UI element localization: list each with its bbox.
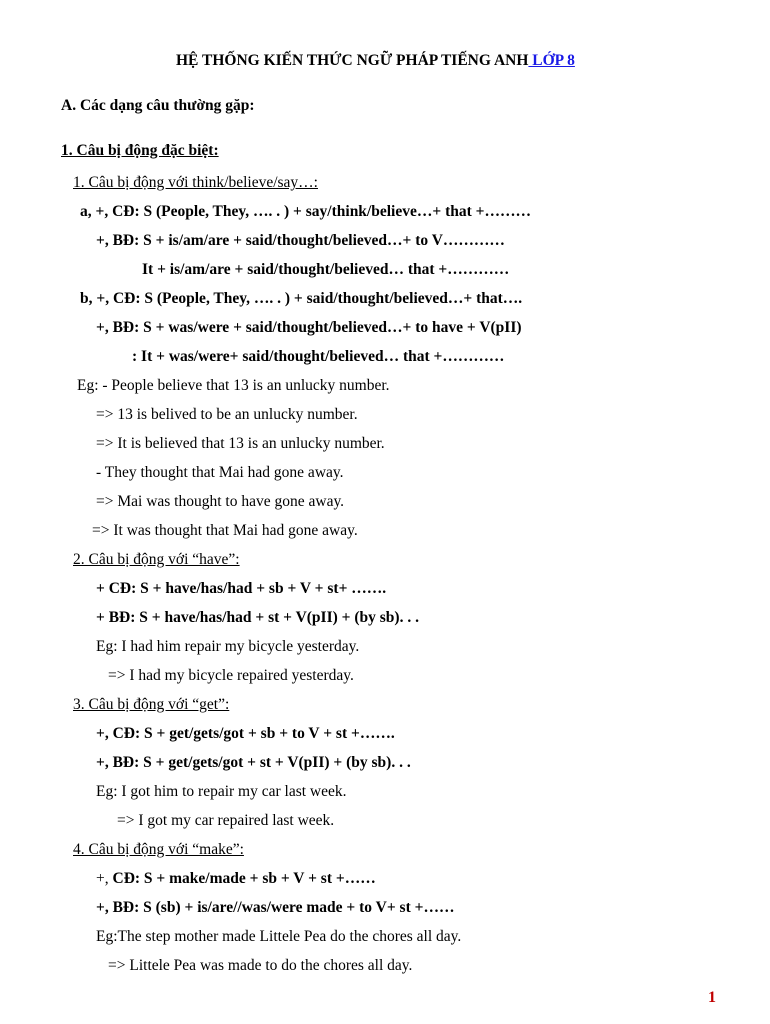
- example-1-line-2: => 13 is belived to be an unlucky number.: [96, 406, 358, 423]
- formula-1b-passive: +, BĐ: S + was/were + said/thought/believed…+ to have + V(pII): [96, 319, 522, 336]
- formula-1a-active: a, +, CĐ: S (People, They, …. . ) + say/think/believe…+ that +………: [80, 203, 531, 220]
- example-1-line-6: => It was thought that Mai had gone away.: [92, 522, 358, 539]
- grade-link[interactable]: LỚP 8: [528, 52, 575, 69]
- example-1-line-4: - They thought that Mai had gone away.: [96, 464, 344, 481]
- formula-3-passive: +, BĐ: S + get/gets/got + st + V(pII) + (by sb). . .: [96, 754, 411, 771]
- formula-4-active-text: CĐ: S + make/made + sb + V + st +……: [112, 870, 376, 887]
- subheading-3: 3. Câu bị động với “get”:: [73, 696, 230, 713]
- formula-2-active: + CĐ: S + have/has/had + sb + V + st+ …….: [96, 580, 387, 597]
- page-number: 1: [708, 989, 716, 1006]
- formula-2-passive: + BĐ: S + have/has/had + st + V(pII) + (by sb). . .: [96, 609, 419, 626]
- example-4-line-1: Eg:The step mother made Littele Pea do the chores all day.: [96, 928, 462, 945]
- example-1-line-3: => It is believed that 13 is an unlucky number.: [96, 435, 385, 452]
- example-3-line-1: Eg: I got him to repair my car last week.: [96, 783, 347, 800]
- formula-1b-active: b, +, CĐ: S (People, They, …. . ) + said/thought/believed…+ that….: [80, 290, 523, 307]
- formula-4-active: [96, 869, 376, 889]
- heading-1: 1. Câu bị động đặc biệt:: [61, 142, 219, 159]
- section-a-heading: A. Các dạng câu thường gặp:: [61, 97, 255, 114]
- title-text: HỆ THỐNG KIẾN THỨC NGỮ PHÁP TIẾNG ANH: [176, 52, 529, 69]
- formula-4-passive: +, BĐ: S (sb) + is/are//was/were made + to V+ st +……: [96, 899, 455, 916]
- formula-1b-it: : It + was/were+ said/thought/believed… that +…………: [132, 348, 505, 365]
- formula-4-prefix: +,: [96, 870, 113, 887]
- formula-3-active: +, CĐ: S + get/gets/got + sb + to V + st +…….: [96, 725, 395, 742]
- example-2-line-1: Eg: I had him repair my bicycle yesterday.: [96, 638, 360, 655]
- subheading-1: 1. Câu bị động với think/believe/say…:: [73, 174, 318, 191]
- example-3-line-2: => I got my car repaired last week.: [117, 812, 335, 829]
- formula-1a-it: It + is/am/are + said/thought/believed… that +…………: [142, 261, 510, 278]
- page-title: [176, 51, 575, 71]
- subheading-2: 2. Câu bị động với “have”:: [73, 551, 240, 568]
- subheading-4: 4. Câu bị động với “make”:: [73, 841, 244, 858]
- example-2-line-2: => I had my bicycle repaired yesterday.: [108, 667, 354, 684]
- example-4-line-2: => Littele Pea was made to do the chores all day.: [108, 957, 413, 974]
- example-1-line-1: Eg: - People believe that 13 is an unlucky number.: [77, 377, 390, 394]
- formula-1a-passive: +, BĐ: S + is/am/are + said/thought/believed…+ to V…………: [96, 232, 505, 249]
- example-1-line-5: => Mai was thought to have gone away.: [96, 493, 345, 510]
